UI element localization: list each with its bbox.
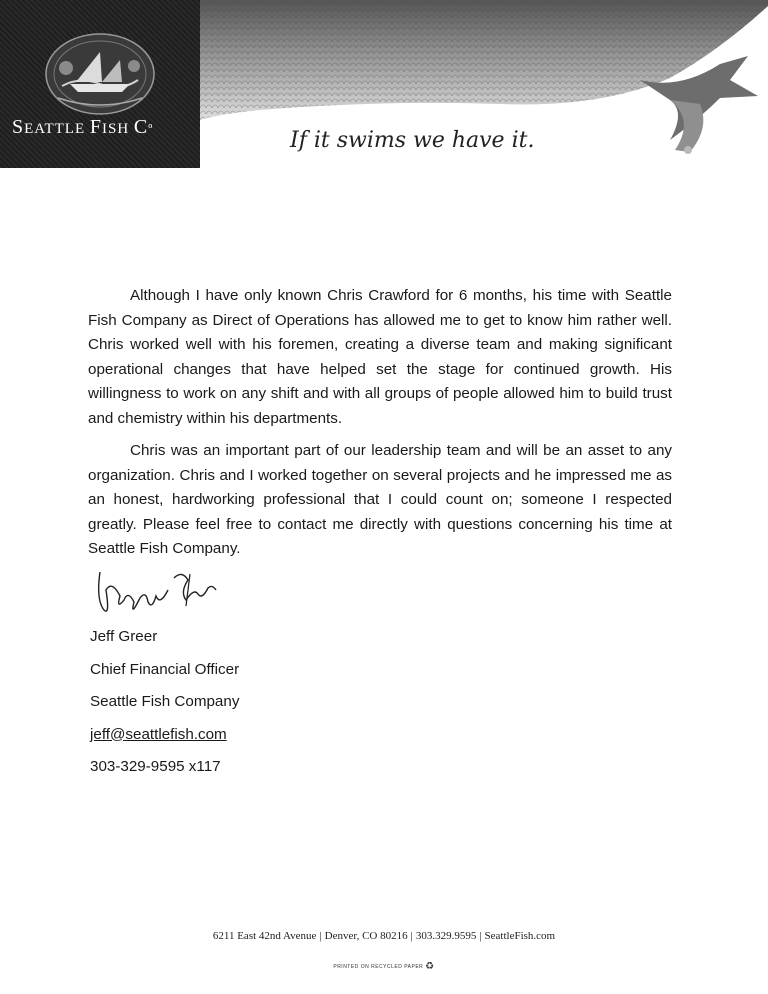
footer-website-link[interactable]: SeattleFish.com	[484, 930, 556, 942]
signer-email-link[interactable]: jeff@seattlefish.com	[90, 725, 227, 743]
handwritten-signature	[90, 560, 220, 622]
body-paragraph-2: Chris was an important part of our leadership team and will be an asset to any organization. Chris and I worked together on several projects and he impressed me as an honest, hardworking professional that I could count on; someone I respected greatly. Please feel free to contact me directly with questions concerning his time at Seattle Fish Company.	[88, 442, 672, 557]
letter-body	[88, 284, 672, 570]
footer-address: 6211 East 42nd Avenue	[212, 930, 317, 942]
recycled-paper-text: PRINTED ON RECYCLED PAPER	[333, 963, 424, 970]
logo-wordmark: SEATTLE FISH Cº	[12, 116, 154, 138]
company-logo	[0, 0, 200, 168]
recycle-icon: ♻	[425, 961, 435, 972]
recycled-paper-note	[0, 961, 768, 972]
footer-city: Denver, CO 80216	[324, 930, 408, 942]
signer-title: Chief Financial Officer	[90, 660, 240, 678]
body-paragraph-1: Although I have only known Chris Crawford for 6 months, his time with Seattle Fish Company as Direct of Operations has allowed me to get to know him rather well. Chris worked well with his foremen, creating a diverse team and making significant operational changes that have helped set the stage for continued growth. His willingness to work on any shift and with all groups of people allowed him to build trust and chemistry within his departments.	[88, 287, 672, 427]
signer-phone: 303-329-9595 x117	[90, 758, 221, 775]
signature-block	[90, 627, 239, 790]
signer-name: Jeff Greer	[90, 628, 158, 645]
signer-company: Seattle Fish Company	[90, 693, 240, 710]
letterhead-footer: 6211 East 42nd Avenue | Denver, CO 80216 | 303.329.9595 | SeattleFish.com	[212, 930, 556, 942]
footer-phone: 303.329.9595	[415, 930, 477, 942]
ship-emblem-icon	[40, 28, 160, 118]
company-tagline: If it swims we have it.	[290, 128, 535, 153]
